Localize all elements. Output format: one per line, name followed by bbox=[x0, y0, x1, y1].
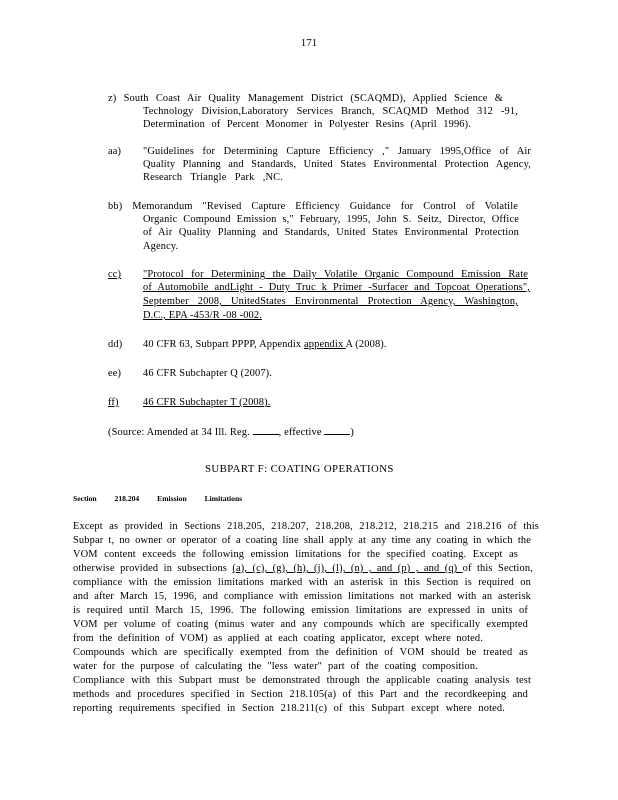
reference-label: aa) bbox=[108, 146, 122, 157]
body-line bbox=[73, 562, 533, 575]
body-line: Subpar t, no owner or operator of a coating line shall apply at any time any coating in which the bbox=[73, 535, 531, 546]
reference-line: Agency. bbox=[143, 241, 179, 252]
reference-line: "Guidelines for Determining Capture Efficiency ," January 1995,Office of Air bbox=[143, 146, 531, 157]
body-line: compliance with the emission limitations marked with an asterisk in this Section is required on bbox=[73, 577, 531, 588]
reference-text-part: A (2008). bbox=[345, 339, 387, 350]
section-title: Limitations bbox=[204, 494, 243, 503]
source-note-text: , effective bbox=[278, 427, 322, 438]
subpart-heading: SUBPART F: COATING OPERATIONS bbox=[205, 463, 394, 475]
body-line: reporting requirements specified in Section 218.211(c) of this Subpart except where noted. bbox=[73, 703, 505, 714]
body-line: Compliance with this Subpart must be demonstrated through the applicable coating analysis test bbox=[73, 675, 531, 686]
body-line: methods and procedures specified in Section 218.105(a) of this Part and the recordkeeping and bbox=[73, 689, 528, 700]
blank-line bbox=[324, 424, 350, 435]
reference-label: ff) bbox=[108, 397, 119, 408]
reference-line: bb) Memorandum "Revised Capture Efficiency Guidance for Control of Volatile bbox=[108, 201, 518, 212]
reference-line: z) South Coast Air Quality Management District (SCAQMD), Applied Science & bbox=[108, 93, 503, 104]
body-line: Compounds which are specifically exempted from the definition of VOM should be treated as bbox=[73, 647, 528, 658]
body-line: VOM per volume of coating (minus water and any compounds which are specifically exempted bbox=[73, 619, 528, 630]
reference-line: September 2008, UnitedStates Environmental Protection Agency, Washington, bbox=[143, 296, 518, 307]
body-text: otherwise provided in subsections bbox=[73, 563, 233, 574]
reference-line: Organic Compound Emission s," February, 1995, John S. Seitz, Director, Office bbox=[143, 214, 519, 225]
reference-line: D.C., EPA -453/R -08 -002. bbox=[143, 310, 262, 321]
reference-line: Research Triangle Park ,NC. bbox=[143, 172, 283, 183]
body-line: from the definition of VOM) as applied at each coating applicator, except where noted. bbox=[73, 633, 483, 644]
source-note-text: (Source: Amended at 34 Ill. Reg. bbox=[108, 427, 250, 438]
body-line: Except as provided in Sections 218.205, 218.207, 218.208, 218.212, 218.215 and 218.216 of this bbox=[73, 521, 539, 532]
reference-label: cc) bbox=[108, 269, 122, 280]
reference-text: 46 CFR Subchapter Q (2007). bbox=[143, 368, 273, 379]
inserted-text: appendix bbox=[304, 339, 346, 350]
section-title: Emission bbox=[157, 494, 187, 503]
section-number: 218.204 bbox=[114, 494, 140, 503]
inserted-text: (a), (c), (g), (h), (j), (l), (n) , and (p) , and (q) bbox=[232, 563, 463, 574]
body-line: is required until March 15, 1996. The following emission limitations are expressed in units of bbox=[73, 605, 528, 616]
reference-line: Technology Division,Laboratory Services Branch, SCAQMD Method 312 -91, bbox=[143, 106, 518, 117]
reference-label: dd) bbox=[108, 339, 123, 350]
reference-line: "Protocol for Determining the Daily Volatile Organic Compound Emission Rate bbox=[143, 269, 528, 280]
source-note bbox=[108, 424, 354, 439]
reference-line: Quality Planning and Standards, United States Environmental Protection Agency, bbox=[143, 159, 531, 170]
body-line: VOM content exceeds the following emission limitations for the specified coating. Except as bbox=[73, 549, 518, 560]
reference-text: 46 CFR Subchapter T (2008). bbox=[143, 397, 271, 408]
page-number: 171 bbox=[300, 37, 318, 49]
reference-line: of Air Quality Planning and Standards, United States Environmental Protection bbox=[143, 227, 519, 238]
source-note-text: ) bbox=[350, 427, 354, 438]
body-text: of this Section, bbox=[462, 563, 533, 574]
reference-label: ee) bbox=[108, 368, 122, 379]
reference-text bbox=[143, 338, 387, 351]
section-label: Section bbox=[73, 494, 97, 503]
body-line: water for the purpose of calculating the "less water" part of the coating composition. bbox=[73, 661, 478, 672]
section-heading bbox=[73, 494, 258, 503]
blank-line bbox=[253, 424, 279, 435]
body-line: and after March 15, 1996, and compliance with emission limitations not marked with an asterisk bbox=[73, 591, 531, 602]
reference-line: Determination of Percent Monomer in Polyester Resins (April 1996). bbox=[143, 119, 471, 130]
reference-text-part: 40 CFR 63, Subpart PPPP, Appendix bbox=[143, 339, 304, 350]
reference-line: of Automobile andLight - Duty Truc k Primer -Surfacer and Topcoat Operations", bbox=[143, 282, 530, 293]
